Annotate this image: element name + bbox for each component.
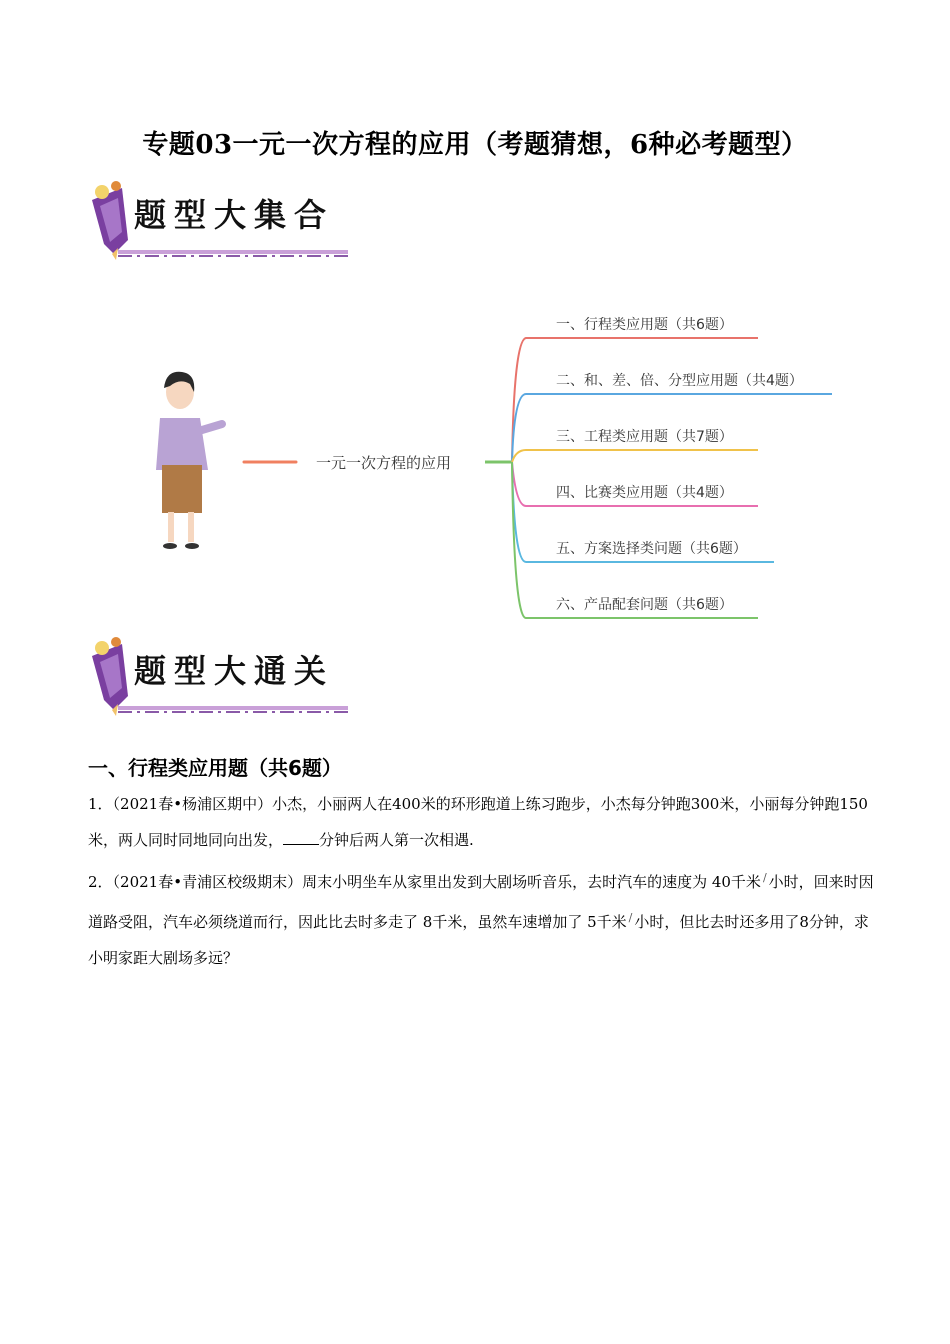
question-text: 小时，但比去时还多用了8分钟，求小明家距大剧场多远？ — [88, 913, 869, 967]
unit-slash: / — [762, 871, 767, 884]
unit-slash: / — [628, 911, 633, 924]
question-text: 分钟后两人第一次相遇. — [319, 831, 474, 849]
question-1 — [88, 786, 878, 858]
mind-map-center: 一元一次方程的应用 — [316, 454, 452, 472]
mind-map-branch: 六、产品配套问题（共6题） — [556, 597, 733, 613]
teacher-figure-icon — [156, 372, 222, 549]
banner-practice — [88, 636, 358, 716]
question-number: 1． — [88, 795, 113, 813]
banner-title: 题型大通关 — [134, 652, 335, 690]
question-source: （2021春•杨浦区期中） — [112, 795, 273, 813]
question-text: 小时，回来时因道路受阻，汽车必须绕道而行，因此比去时多走了 8千米，虽然车速增加了 5千米 — [88, 873, 874, 931]
mind-map-branch: 三、工程类应用题（共7题） — [556, 429, 733, 445]
mind-map-branch: 五、方案选择类问题（共6题） — [556, 541, 747, 557]
mind-map-branch: 四、比赛类应用题（共4题） — [556, 485, 733, 501]
mind-map-branch: 一、行程类应用题（共6题） — [556, 317, 733, 333]
mind-map-branch: 二、和、差、倍、分型应用题（共4题） — [556, 373, 803, 389]
answer-blank — [283, 830, 319, 845]
question-text: 小杰，小丽两人在400米的环形跑道上练习跑步，小杰每分钟跑300米，小丽每分钟跑150米，两人同时同地同向出发， — [88, 795, 868, 849]
mind-map-lines — [130, 300, 850, 640]
page-title: 专题03一元一次方程的应用（考题猜想，6种必考题型） — [142, 130, 808, 160]
question-2 — [88, 860, 878, 976]
banner-title: 题型大集合 — [134, 196, 335, 234]
question-source: （2021春•青浦区校级期末） — [112, 873, 303, 891]
question-number: 2． — [88, 873, 113, 891]
section-heading: 一、行程类应用题（共6题） — [88, 756, 342, 780]
question-text: 周末小明坐车从家里出发到大剧场听音乐，去时汽车的速度为 40千米 — [302, 873, 761, 891]
mind-map — [130, 300, 850, 640]
banner-question-types — [88, 180, 358, 260]
